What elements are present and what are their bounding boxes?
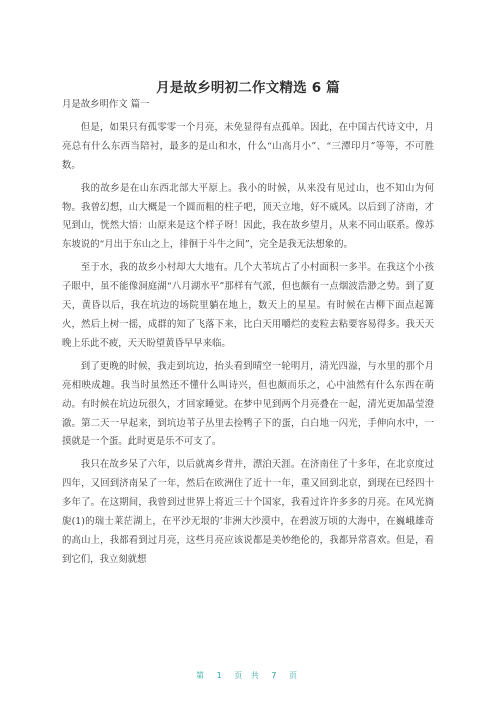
- paragraph-4: 到了更晚的时候，我走到坑边，抬头看到晴空一轮明月，清光四溢，与水里的那个月亮相映成趣。我当时虽然还不懂什么叫诗兴，但也颇而乐之，心中油然有什么东西在萌动。有时候在坑边玩很久，才回家睡觉。在梦中见到两个月亮叠在一起，清光更加晶莹澄澈。第二天一早起来，到坑边苇子丛里去捡鸭子下的蛋，白白地一闪光，手伸向水中，一摸就是一个蛋。此时更是乐不可支了。: [62, 360, 434, 448]
- paragraph-1: 但是，如果只有孤零零一个月亮，未免显得有点孤单。因此，在中国古代诗文中，月亮总有什么东西当陪衬，最多的是山和水，什么“山高月小”、“三潭印月”等等，不可胜数。: [62, 121, 434, 171]
- page-footer: [0, 670, 496, 681]
- paragraph-5: 我只在故乡呆了六年，以后就离乡背井，漂泊天涯。在济南住了十多年，在北京度过四年，又回到济南呆了一年，然后在欧洲住了近十一年，重又回到北京，到现在已经四十多年了。在这期间，我曾到过世界上将近三十个国家，我看过许许多多的月亮。在风光旖旎(1)的瑞士莱茫湖上，在平沙无垠的’非洲大沙漠中，在碧波万顷的大海中，在巍峨雄奇的高山上，我都看到过月亮，这些月亮应该说都是美妙绝伦的，我都异常喜欢。但是，看到它们，我立刻就想: [62, 459, 434, 565]
- footer-middle: 页 共: [234, 671, 262, 680]
- document-title: 月是故乡明初二作文精选 6 篇: [156, 80, 340, 96]
- footer-total-pages: 7: [271, 671, 280, 680]
- footer-suffix: 页: [288, 671, 300, 680]
- paragraph-2: 我的故乡是在山东西北部大平原上。我小的时候，从来没有见过山，也不知山为何物。我曾幻想，山大概是一个圆而粗的柱子吧，顶天立地，好不威风。以后到了济南，才见到山，恍然大悟：山原来是这个样子呀！因此，我在故乡望月，从来不同山联系。像苏东坡说的“月出于东山之上，徘徊于斗牛之间”，完全是我无法想象的。: [62, 182, 434, 251]
- section-subheading: 月是故乡明作文 篇一: [62, 99, 150, 110]
- footer-prefix: 第: [196, 671, 208, 680]
- paragraph-3: 至于水，我的故乡小村却大大地有。几个大苇坑占了小村面积一多半。在我这个小孩子眼中，虽不能像洞庭湖“八月湖水平”那样有气派，但也颇有一点烟波浩渺之势。到了夏天，黄昏以后，我在坑边的场院里躺在地上，数天上的星星。有时候在古柳下面点起篝火，然后上树一摇，成群的知了飞落下来，比白天用嚼烂的麦粒去粘要容易得多。我天天晚上乐此不疲，天天盼望黄昏早早来临。: [62, 262, 434, 349]
- footer-page-number: 1: [216, 671, 225, 680]
- article-body: [62, 96, 434, 570]
